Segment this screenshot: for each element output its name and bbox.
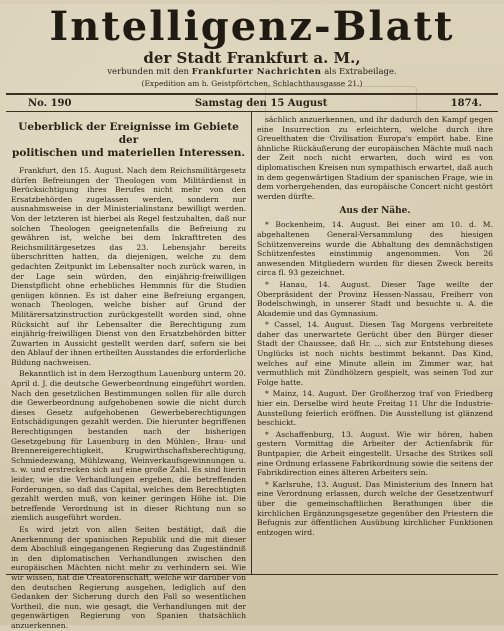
dateline — [6, 95, 498, 111]
article-title-line-2: politischen und materiellen Interessen. — [11, 147, 245, 159]
news-item: * Mainz, 14. August. Der Großherzog traf von Friedberg hier ein. Derselbe wird heute Freitag 11 Uhr die Industrie-Ausstellung feierlich eröffnen. Die Ausstellung ist glänzend beschickt. — [257, 389, 493, 428]
article-paragraph: Bekanntlich ist in dem Herzogthum Lauenburg unterm 20. April d. J. die deutsche Gewerbeordnung eingeführt worden. Nach den gesetzlichen Bestimmungen sollen für alle durch die Gewerbeordnung aufgehobenen sowie die nicht durch dieses Gesetz aufgehobenen Gewerbeberechtigungen Entschädigungen gezahlt werden. Die hierunter begriffenen Berechtigungen bestanden nach der bisherigen Gesetzgebung für Lauenburg in den Mühlen-, Brau- und Brennereigerechtigkeit, Krugwirthschaftsberechtigung, Schmiedezwang, Mühlzwang, Weinverkaufsgewinnungen u. s. w. und erstrecken sich auf eine große Zahl. Es sind hierin leider, wie die Verhandlungen ergeben, die betreffenden Forderungen, so daß das Capital, welches dem Berechtigten gezahlt werden muß, von keiner geringen Höhe ist. Die betreffende Verordnung ist in dieser Richtung nun so ziemlich ausgeführt worden. — [11, 369, 246, 523]
article-paragraph: Es wird jetzt von allen Seiten bestätigt, daß die Anerkennung der spanischen Republik und die mit dieser dem Abschluß eingegangenen Regierung das Zugeständniß in den diplomatischen Verhandlungen zwischen den europäischen Mächten nicht mehr zu verhindern sei. Wie wir wissen, hat die Creatorenschaft, welche wir darüber von den deutschen Regierung ausgehen, lediglich auf den Gedanken der Sicherung durch den Fall so wesentlichen Vortheil, die nun, wie gesagt, die Verhandlungen mit der gegenwärtigen Regierung von Spanien thatsächlich anzuerkennen. — [11, 524, 246, 630]
news-item: * Aschaffenburg, 13. August. Wie wir hören, haben gestern Vormittag die Arbeiter der Actienfabrik für Buntpapier, die Arbeit eingestellt. Ursache des Strikes soll eine Ordnung erlassene Fabrikordnung sowie die seitens der Fabrikdirection eines älteren Arbeiters sein. — [257, 429, 493, 478]
masthead-subtitle: der Stadt Frankfurt a. M., — [143, 49, 361, 67]
issue-date: Samstag den 15 August — [194, 97, 328, 109]
library-stamp — [265, 86, 417, 138]
left-column — [6, 112, 252, 630]
article-title — [11, 121, 246, 160]
newspaper-page — [0, 3, 504, 630]
masthead-expedition: (Expedition am h. Geistpförtchen, Schlachthausgasse 21.) — [141, 79, 363, 88]
news-item: * Bockenheim, 14. August. Bei einer am 10. d. M. abgehaltenen General-Versammlung des hiesigen Schützenvereins wurde die Abhaltung des demnächstigen Schützenfestes einstimmig angenommen. Von 26 anwesenden Mitgliedern wurden für diesen Zweck bereits circa fl. 93 gezeichnet. — [257, 220, 493, 278]
issue-number: No. 190 — [28, 97, 72, 109]
issue-year: 1874. — [450, 97, 482, 109]
section-title: Aus der Nähe. — [339, 206, 411, 217]
masthead-title: Intelligenz-Blatt — [49, 3, 455, 50]
with-prefix: verbunden mit den — [107, 67, 190, 77]
news-item: * Cassel, 14. August. Diesen Tag Morgens verbreitete daher das unerwartete Gerücht über den Bürger dieser Stadt der Chaussee, daß Hr. ... sich zur Entstehung dieses Unglücks ist noch nichts bestimmt bekannt. Das Kind, welches auf eine Minute allein im Zimmer war, hat vermuthlich mit Zündhölzern gespielt, was seinen Tod zur Folge hatte. — [257, 320, 493, 387]
right-column — [252, 112, 498, 574]
article-title-line-1: Ueberblick der Ereignisse im Gebiete der — [18, 121, 239, 146]
with-suffix: als Extrabeilage. — [324, 67, 397, 77]
masthead-with-line — [6, 66, 498, 78]
with-paper: Frankfurter Nachrichten — [191, 67, 322, 77]
continued-paragraph: sächlich anzuerkennen, und ihr dadurch den Kampf gegen eine Insurrection zu erleichtern, welche durch ihre Greuelthaten die Civilisation Europa's empört habe. Eine ähnliche Rückäußerung der europäischen Mächte muß nach der Zeit noch nicht erwarten, doch wird es von diplomatischen Kreisen nun sympathisch erwartet, daß auch in dem gegenwärtigen Stadium der spanischen Frage, wie in dem vorhergehenden, das europäische Concert nicht gestört werden dürfte. — [257, 115, 493, 201]
news-item: * Hanau, 14. August. Dieser Tage weilte der Oberpräsident der Provinz Hessen-Nassau, Freiherr von Bodelschwingh, in unserer Stadt und besuchte u. A. die Akademie und das Gymnasium. — [257, 279, 493, 318]
columns — [6, 112, 498, 630]
article-paragraph: Frankfurt, den 15. August. Nach dem Reichsmilitärgesetz dürfen Befreiungen der Theologen vom Militärdienst in Berücksichtigung ihres Berufes nicht mehr von den Ersatzbehörden zugelassen werden, sondern nur ausnahmsweise in der Ministerialinstanz bewilligt werden. Von der letzteren ist hierbei als Regel festzuhalten, daß nur solchen Theologen geeignetenfalls die Befreiung zu gewähren ist, welche bei dem Inkrafttreten des Reichsmilitärgesetzes das 23. Lebensjahr bereits überschritten hatten, da diejenigen, welche zu dem gedachten Zeitpunkt im Lebensalter noch zurück waren, in der Lage sein würden, den einjährig-freiwilligen Dienstpflicht ohne erhebliches Hemmnis für die Studien genügen können. Es ist daher eine Befreiung ergangen, wonach Theologen, welche bisher auf Grund der Militärersatzinstruction zurückgestellt worden sind, ohne Rücksicht auf ihr Lebensalter die Berechtigung zum einjährig-freiwilligen Dienst von den Ersatzbehörden bitter Zuwarten in Aussicht gestellt werden darf, sofern sie bei den Ablauf der ihnen ertheilten Ausstandes die erforderliche Bildung nachweisen. — [11, 166, 246, 367]
news-item: * Karlsruhe, 13. August. Das Ministerium des Innern hat eine Verordnung erlassen, durch welche der Gesetzentwurf über die gemeinschaftlichen Berathungen über die kirchlichen Ergänzungsgesetze gegenüber den Priestern die Befugnis zur öffentlichen Ausübung kirchlicher Funktionen entzogen wird. — [257, 479, 493, 537]
